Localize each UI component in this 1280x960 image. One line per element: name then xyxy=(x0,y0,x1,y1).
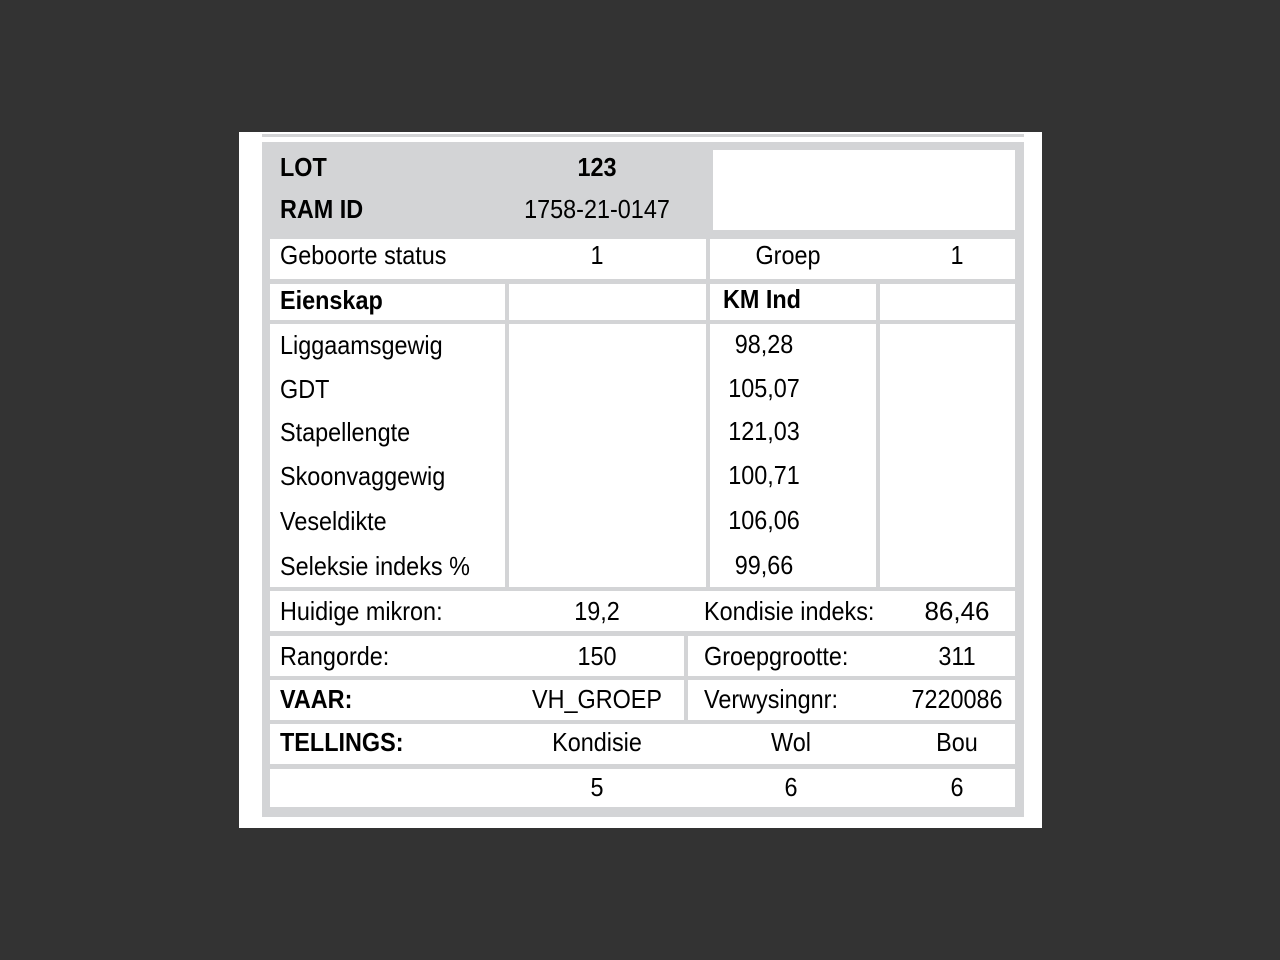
birth-status-label: Geboorte status xyxy=(280,240,447,270)
trait-blank-cell xyxy=(509,324,706,587)
birth-status-value: 1 xyxy=(590,240,604,270)
top-rule xyxy=(262,134,1024,137)
condition-index-value: 86,46 xyxy=(924,596,990,626)
counts-header-wool: Wol xyxy=(771,727,811,757)
group-value: 1 xyxy=(950,240,964,270)
counts-header-build: Bou xyxy=(936,727,978,757)
current-micron-value: 19,2 xyxy=(574,596,620,626)
trait-name: Veseldikte xyxy=(280,506,387,536)
counts-value-wool: 6 xyxy=(784,772,798,802)
trait-values-cell xyxy=(710,324,876,587)
counts-value-condition: 5 xyxy=(590,772,604,802)
trait-value: 106,06 xyxy=(728,505,800,535)
trait-name: GDT xyxy=(280,374,330,404)
trait-value: 98,28 xyxy=(734,329,794,359)
current-micron-label: Huidige mikron: xyxy=(280,596,443,626)
logo-area xyxy=(713,150,1015,230)
blank-header-cell xyxy=(509,284,706,320)
rank-value: 150 xyxy=(577,641,617,671)
trait-name: Skoonvaggewig xyxy=(280,461,446,491)
group-size-value: 311 xyxy=(938,641,976,671)
reference-number-label: Verwysingnr: xyxy=(704,684,838,714)
ram-id-label: RAM ID xyxy=(280,194,364,224)
km-ind-column-header: KM Ind xyxy=(723,284,801,314)
blank-header-cell-2 xyxy=(880,284,1015,320)
lot-value: 123 xyxy=(577,152,617,182)
lot-label: LOT xyxy=(280,152,327,182)
sire-value: VH_GROEP xyxy=(531,684,663,714)
counts-label: TELLINGS: xyxy=(280,727,404,757)
trait-value: 99,66 xyxy=(734,550,794,580)
trait-name: Seleksie indeks % xyxy=(280,551,470,581)
property-column-header: Eienskap xyxy=(280,285,383,315)
trait-blank-cell-2 xyxy=(880,324,1015,587)
ram-id-value: 1758-21-0147 xyxy=(524,194,670,224)
trait-name: Stapellengte xyxy=(280,417,411,447)
trait-value: 121,03 xyxy=(728,416,800,446)
reference-number-value: 7220086 xyxy=(911,684,1003,714)
group-label: Groep xyxy=(755,240,821,270)
condition-index-label: Kondisie indeks: xyxy=(704,596,875,626)
trait-name: Liggaamsgewig xyxy=(280,330,443,360)
rank-label: Rangorde: xyxy=(280,641,390,671)
counts-value-build: 6 xyxy=(950,772,964,802)
group-size-label: Groepgrootte: xyxy=(704,641,849,671)
counts-header-condition: Kondisie xyxy=(552,727,642,757)
trait-value: 105,07 xyxy=(728,373,800,403)
trait-value: 100,71 xyxy=(728,460,800,490)
trait-names-cell xyxy=(270,324,505,587)
sire-label: VAAR: xyxy=(280,684,353,714)
